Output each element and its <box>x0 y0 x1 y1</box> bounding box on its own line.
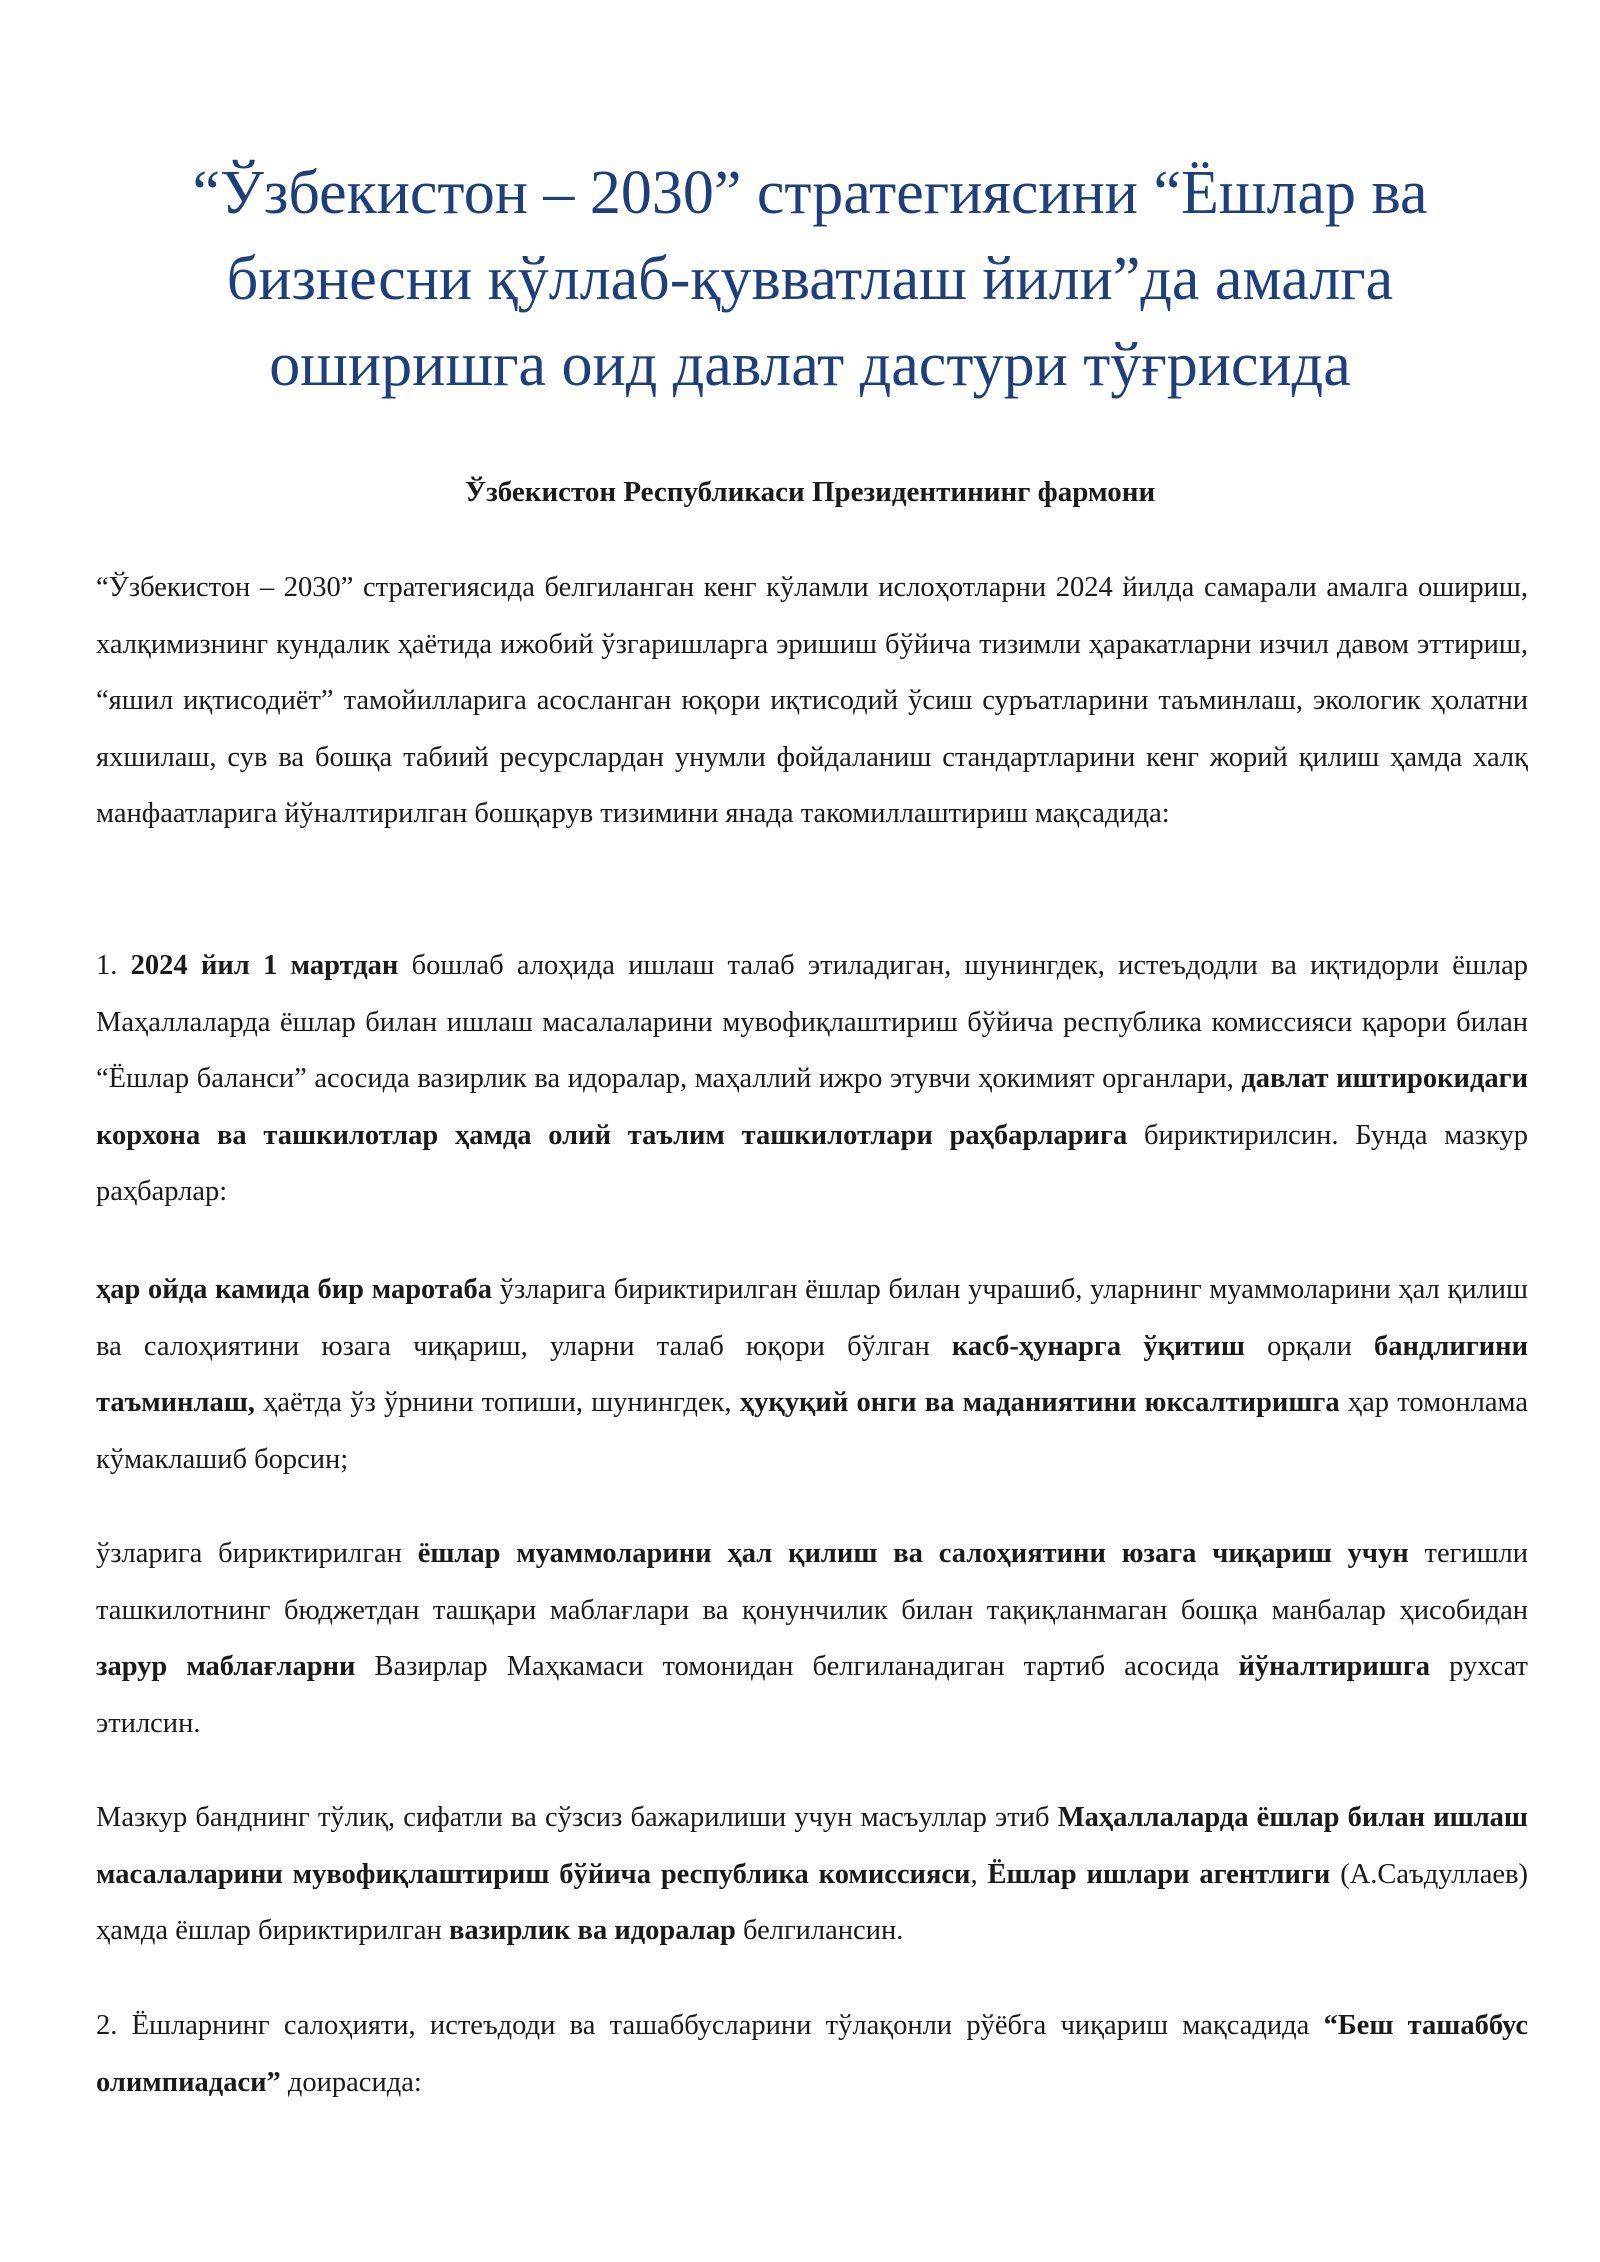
bold-text-run: давлат иштирокидаги корхона ва ташкилотлар ҳамда олий таълим ташкилотлари раҳбарларига <box>96 1063 1528 1151</box>
text-run: Мазкур банднинг тўлиқ, сифатли ва сўзсиз бажарилиши учун масъуллар этиб <box>96 1802 1058 1833</box>
text-run: ҳаётда ўз ўрнини топиши, шунингдек, <box>254 1387 740 1418</box>
text-run: , <box>970 1858 988 1890</box>
paragraph-item-1 <box>96 938 1528 1221</box>
title-line: оширишга оид давлат дастури тўғрисида <box>269 331 1351 399</box>
text-run: бириктирилсин. Бунда мазкур раҳбарлар: <box>96 1119 1528 1207</box>
text-run: ҳар томонлама кўмаклашиб борсин; <box>96 1387 1528 1475</box>
text-run: 2. Ёшларнинг салоҳияти, истеъдоди ва ташаббусларини тўлақонли рўёбга чиқариш мақсадида <box>96 2010 1324 2041</box>
bold-text-run: вазирлик ва идоралар <box>448 1915 736 1946</box>
paragraph-preamble: “Ўзбекистон – 2030” стратегиясида белгиланган кенг кўламли ислоҳотларни 2024 йилда самарали амалга ошириш, халқимизнинг кундалик ҳаётида ижобий ўзгаришларга эришиш бўйича тизимли ҳаракатларни изчил давом эттириш, “яшил иқтисодиёт” тамойилларига асосланган юқори иқтисодий ўсиш суръатларини таъминлаш, экологик ҳолатни яхшилаш, сув ва бошқа табиий ресурслардан унумли фойдаланиш стандартларини кенг жорий қилиш ҳамда халқ манфаатларига йўналтирилган бошқарув тизимини янада такомиллаштириш мақсадида: <box>96 572 1528 829</box>
bold-text-run: касб-ҳунарга ўқитиш <box>951 1330 1245 1362</box>
text-run: рухсат этилсин. <box>96 1651 1528 1739</box>
document-subtitle: Ўзбекистон Республикаси Президентининг фармони <box>464 476 1156 508</box>
bold-text-run: “Беш ташаббус олимпиадаси” <box>96 2010 1529 2098</box>
text-run: орқали <box>1244 1330 1375 1362</box>
bold-text-run: бандлигини таъминлаш, <box>96 1330 1528 1418</box>
text-run: 1. <box>96 950 131 981</box>
text-run: ўзларига бириктирилган ёшлар билан учрашиб, уларнинг муаммоларини ҳал қилиш ва салоҳиятини юзага чиқариш, уларни талаб юқори бўлган <box>96 1274 1528 1362</box>
bold-text-run: Ёшлар ишлари агентлиги <box>987 1858 1331 1890</box>
paragraph-funding <box>96 1526 1528 1752</box>
bold-text-run: ёшлар муаммоларини ҳал қилиш ва салоҳиятини юзага чиқариш учун <box>417 1538 1409 1569</box>
text-run: (А.Саъдуллаев) ҳамда ёшлар бириктирилган <box>96 1858 1528 1946</box>
paragraph-monthly-meetings <box>96 1262 1528 1488</box>
text-run: тегишли ташкилотнинг бюджетдан ташқари маблағлари ва қонунчилик билан тақиқланмаган бошқа манбалар ҳисобидан <box>96 1538 1529 1626</box>
title-line: бизнесни қўллаб-қувватлаш йили”да амалга <box>226 245 1394 313</box>
bold-text-run: ҳар ойда камида бир маротаба <box>96 1274 493 1305</box>
bold-text-run: ҳуқуқий онги ва маданиятини юксалтиришга <box>739 1387 1340 1418</box>
bold-text-run: йўналтиришга <box>1238 1651 1431 1682</box>
text-run: ўзларига бириктирилган <box>96 1538 418 1569</box>
paragraph-item-2 <box>96 1998 1528 2111</box>
paragraph-responsible <box>96 1790 1528 1960</box>
bold-text-run: зарур маблағларни <box>96 1651 356 1682</box>
text-run: доирасида: <box>280 2066 422 2098</box>
bold-text-run: 2024 йил 1 мартдан <box>130 950 399 981</box>
document-title <box>100 150 1520 408</box>
text-run: бошлаб алоҳида ишлаш талаб этиладиган, шунингдек, истеъдодли ва иқтидорли ёшлар Маҳаллаларда ёшлар билан ишлаш масалаларини мувофиқлаштириш бўйича республика комиссияси қарори билан “Ёшлар баланси” асосида вазирлик ва идоралар, маҳаллий ижро этувчи ҳокимият органлари, <box>96 950 1528 1094</box>
text-run: белгилансин. <box>735 1915 904 1946</box>
bold-text-run: Маҳаллаларда ёшлар билан ишлаш масалаларини мувофиқлаштириш бўйича республика комиссияси <box>96 1802 1528 1890</box>
text-run: Вазирлар Маҳкамаси томонидан белгиланадиган тартиб асосида <box>355 1651 1239 1682</box>
title-line: “Ўзбекистон – 2030” стратегиясини “Ёшлар ва <box>192 159 1428 227</box>
